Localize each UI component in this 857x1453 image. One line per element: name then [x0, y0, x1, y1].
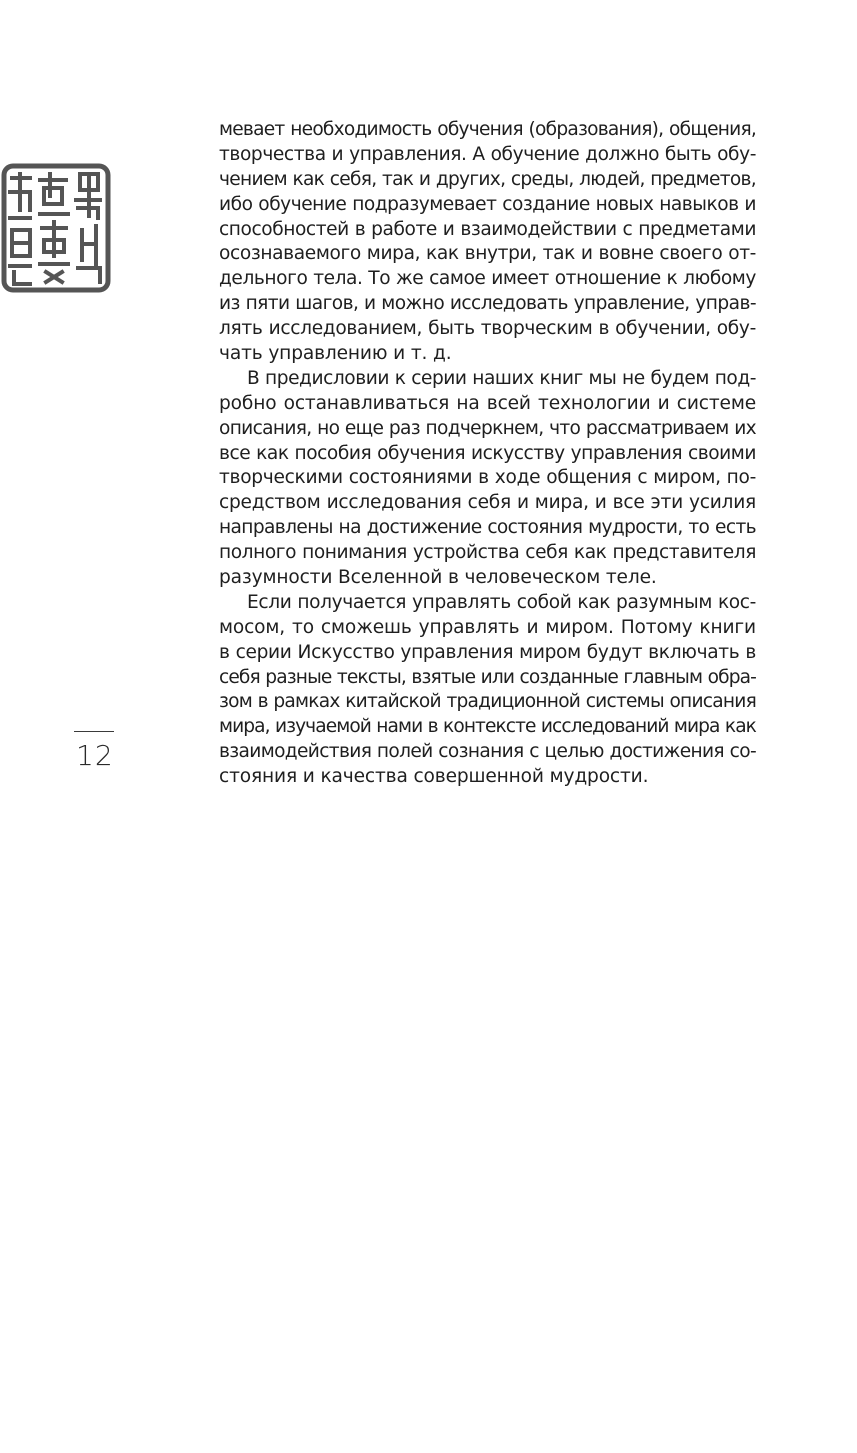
page-number: 12 — [76, 739, 114, 772]
text-line: робно останавливаться на всей технологии и системе — [219, 392, 756, 414]
text-line: Если получается управлять собой как разумным кос- — [247, 591, 756, 613]
text-line: ибо обучение подразумевает создание новых навыков и — [219, 193, 756, 215]
text-line: чать управлению и т. д. — [219, 343, 452, 365]
text-line: в серии Искусство управления миром будут включать в — [219, 641, 756, 663]
text-line: мевает необходимость обучения (образования), общения, — [219, 119, 756, 140]
text-line: направлены на достижение состояния мудрости, то есть — [219, 517, 756, 539]
paragraph-1 — [219, 118, 756, 367]
text-line: разумности Вселенной в человеческом теле. — [219, 567, 657, 589]
paragraph-3 — [219, 591, 756, 790]
page-number-rule — [74, 731, 114, 732]
text-line: взаимодействия полей сознания с целью достижения со- — [219, 741, 756, 763]
text-line: дельного тела. То же самое имеет отношение к любому — [219, 268, 756, 290]
seal-stamp — [0, 160, 113, 295]
chinese-seal-stamp-icon — [0, 160, 113, 295]
text-line: творческими состояниями в ходе общения с миром, по- — [219, 467, 756, 489]
text-line: осознаваемого мира, как внутри, так и вовне своего от- — [219, 243, 756, 265]
text-line: описания, но еще раз подчеркнем, что рассматриваем их — [219, 417, 756, 439]
text-line: способностей в работе и взаимодействии с предметами — [219, 218, 756, 240]
text-line: средством исследования себя и мира, и все эти усилия — [219, 492, 756, 514]
text-line: мира, изучаемой нами в контексте исследований мира как — [219, 716, 756, 738]
text-line: лять исследованием, быть творческим в обучении, обу- — [219, 318, 756, 340]
text-line: творчества и управления. А обучение должно быть обу- — [219, 143, 756, 165]
body-text — [219, 118, 756, 790]
text-line: полного понимания устройства себя как представителя — [219, 542, 756, 564]
text-line: из пяти шагов, и можно исследовать управление, управ- — [219, 293, 756, 315]
text-line: В предисловии к серии наших книг мы не будем под- — [247, 367, 756, 389]
text-line: мосом, то сможешь управлять и миром. Потому книги — [219, 616, 756, 638]
text-line: все как пособия обучения искусству управления своими — [219, 442, 756, 464]
text-line: стояния и качества совершенной мудрости. — [219, 766, 649, 788]
paragraph-2 — [219, 367, 756, 591]
text-line: чением как себя, так и других, среды, людей, предметов, — [219, 168, 756, 190]
text-line: зом в рамках китайской традиционной системы описания — [219, 691, 756, 713]
text-line: себя разные тексты, взятые или созданные главным обра- — [219, 666, 756, 688]
